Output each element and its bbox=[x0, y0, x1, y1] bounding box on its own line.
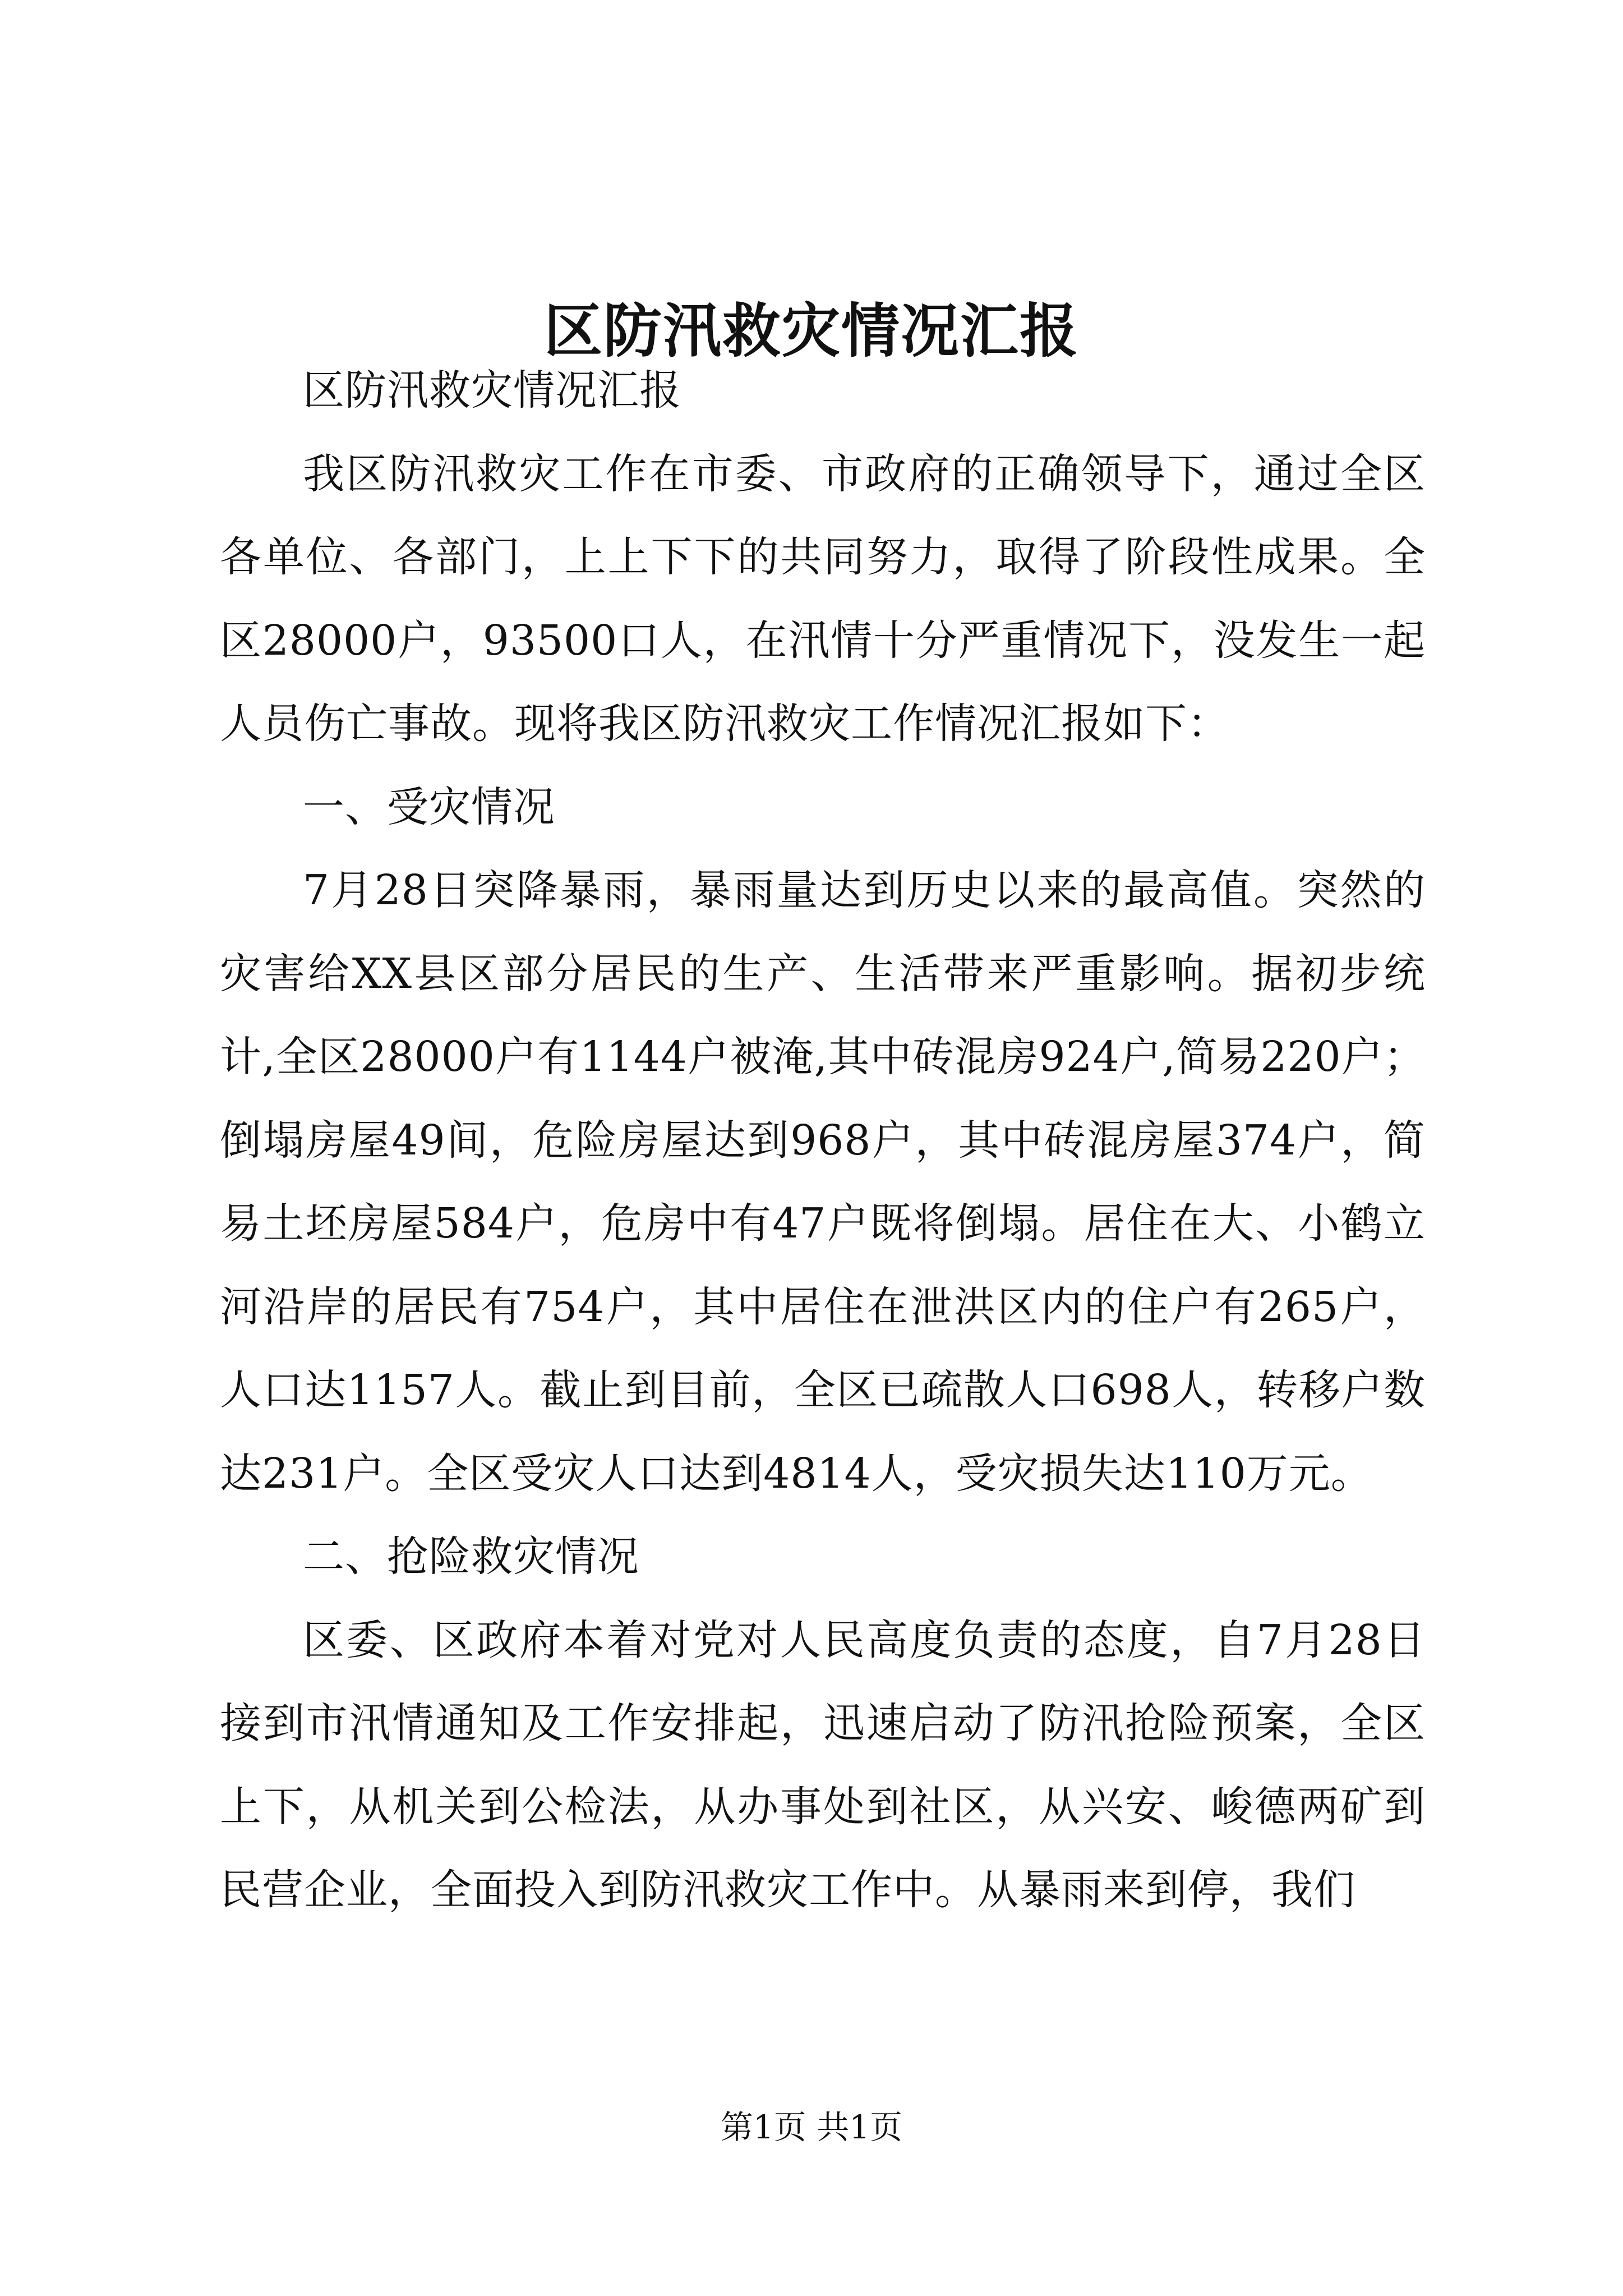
document-title: 区防汛救灾情况汇报 bbox=[543, 296, 1079, 365]
page-footer: 第1页 共1页 bbox=[720, 2108, 903, 2146]
section-heading-disaster: 一、受灾情况 bbox=[303, 783, 555, 831]
paragraph-subtitle: 区防汛救灾情况汇报 bbox=[303, 366, 681, 415]
paragraph-rescue-details: 区委、区政府本着对党对人民高度负责的态度，自7月28日接到市汛情通知及工作安排起，迅速启动了防汛抢险预案，全区上下，从机关到公检法，从办事处到社区，从兴安、峻德两矿到民营企业，全面投入到防汛救灾工作中。从暴雨来到停，我们 bbox=[220, 1616, 1426, 1914]
section-heading-rescue: 二、抢险救灾情况 bbox=[303, 1533, 639, 1581]
paragraph-disaster-details: 7月28日突降暴雨，暴雨量达到历史以来的最高值。突然的灾害给XX县区部分居民的生产、生活带来严重影响。据初步统计,全区28000户有1144户被淹,其中砖混房924户,简易220户；倒塌房屋49间，危险房屋达到968户，其中砖混房屋374户，简易土坯房屋584户，危房中有47户既将倒塌。居住在大、小鹤立河沿岸的居民有754户，其中居住在泄洪区内的住户有265户，人口达1157人。截止到目前，全区已疏散人口698人，转移户数达231户。全区受灾人口达到4814人，受灾损失达110万元。 bbox=[220, 866, 1426, 1498]
document-body bbox=[220, 349, 1426, 1932]
paragraph-intro: 我区防汛救灾工作在市委、市政府的正确领导下，通过全区各单位、各部门，上上下下的共同努力，取得了阶段性成果。全区28000户，93500口人，在汛情十分严重情况下，没发生一起人员伤亡事故。现将我区防汛救灾工作情况汇报如下： bbox=[220, 449, 1426, 748]
